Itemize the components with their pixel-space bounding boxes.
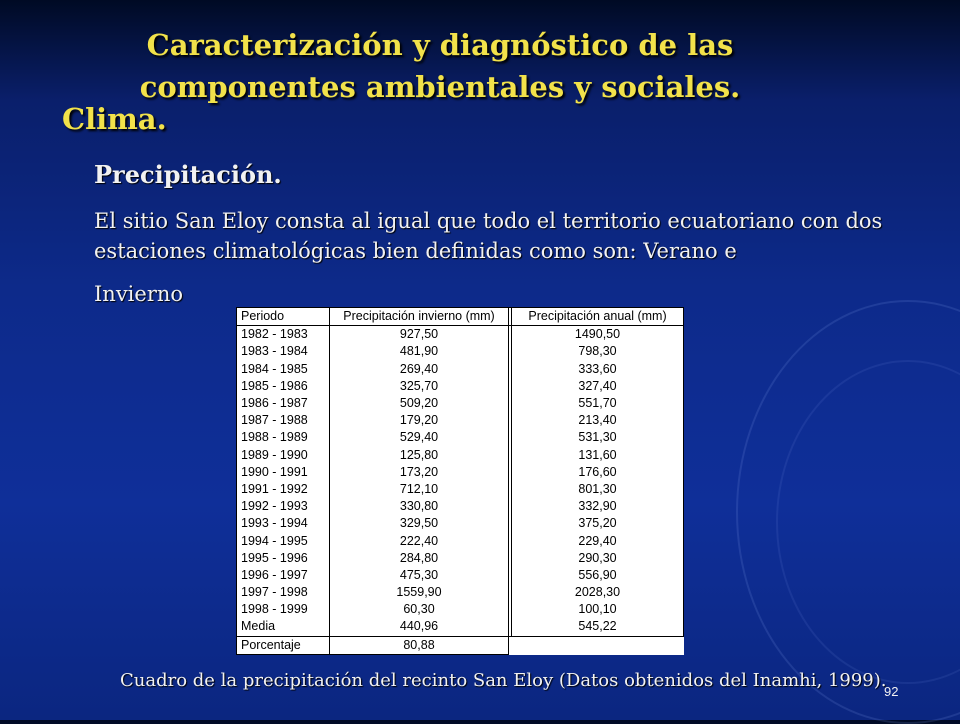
winter-precip-cell: 60,30: [330, 601, 509, 618]
period-cell: 1983 - 1984: [237, 343, 330, 360]
annual-precip-cell: 1490,50: [512, 326, 684, 344]
table-row: [237, 395, 684, 412]
annual-precip-cell: 213,40: [512, 412, 684, 429]
table-row: [237, 326, 684, 344]
annual-precip-cell: 327,40: [512, 378, 684, 395]
winter-precip-cell: 325,70: [330, 378, 509, 395]
body-paragraph-continuation: Invierno: [94, 282, 184, 306]
subheading: Precipitación.: [94, 160, 282, 189]
table-row: [237, 567, 684, 584]
annual-precip-cell: 551,70: [512, 395, 684, 412]
period-cell: 1985 - 1986: [237, 378, 330, 395]
annual-precip-cell: Precipitación anual (mm): [512, 308, 684, 326]
table-row: [237, 584, 684, 601]
period-cell: Media: [237, 618, 330, 636]
annual-precip-cell: 798,30: [512, 343, 684, 360]
precipitation-table: [236, 307, 684, 655]
slide-title: [110, 24, 770, 108]
period-cell: 1988 - 1989: [237, 429, 330, 446]
winter-precip-cell: Precipitación invierno (mm): [330, 308, 509, 326]
table-row: [237, 343, 684, 360]
winter-precip-cell: 475,30: [330, 567, 509, 584]
table-footer-row: [237, 636, 684, 654]
table-row: [237, 361, 684, 378]
winter-precip-cell: 509,20: [330, 395, 509, 412]
period-cell: Porcentaje: [237, 636, 330, 654]
period-cell: 1998 - 1999: [237, 601, 330, 618]
annual-precip-cell: 229,40: [512, 532, 684, 549]
winter-precip-cell: 179,20: [330, 412, 509, 429]
section-heading: Clima.: [62, 102, 167, 136]
period-cell: 1984 - 1985: [237, 361, 330, 378]
table-row: [237, 601, 684, 618]
period-cell: 1996 - 1997: [237, 567, 330, 584]
winter-precip-cell: 440,96: [330, 618, 509, 636]
winter-precip-cell: 80,88: [330, 636, 509, 654]
table-row: [237, 429, 684, 446]
period-cell: 1990 - 1991: [237, 464, 330, 481]
table-row: [237, 447, 684, 464]
annual-precip-cell: 131,60: [512, 447, 684, 464]
table-row: [237, 618, 684, 636]
winter-precip-cell: 284,80: [330, 550, 509, 567]
period-cell: 1986 - 1987: [237, 395, 330, 412]
winter-precip-cell: 173,20: [330, 464, 509, 481]
annual-precip-cell: 333,60: [512, 361, 684, 378]
table-row: [237, 498, 684, 515]
winter-precip-cell: 269,40: [330, 361, 509, 378]
period-cell: 1993 - 1994: [237, 515, 330, 532]
annual-precip-cell: 290,30: [512, 550, 684, 567]
annual-precip-cell: 545,22: [512, 618, 684, 636]
period-cell: Periodo: [237, 308, 330, 326]
winter-precip-cell: 927,50: [330, 326, 509, 344]
period-cell: 1989 - 1990: [237, 447, 330, 464]
winter-precip-cell: 125,80: [330, 447, 509, 464]
annual-precip-cell: 801,30: [512, 481, 684, 498]
period-cell: 1994 - 1995: [237, 532, 330, 549]
annual-precip-cell: 375,20: [512, 515, 684, 532]
winter-precip-cell: 222,40: [330, 532, 509, 549]
winter-precip-cell: 481,90: [330, 343, 509, 360]
annual-precip-cell: 332,90: [512, 498, 684, 515]
period-cell: 1992 - 1993: [237, 498, 330, 515]
annual-precip-cell: 556,90: [512, 567, 684, 584]
period-cell: 1995 - 1996: [237, 550, 330, 567]
winter-precip-cell: 329,50: [330, 515, 509, 532]
period-cell: 1991 - 1992: [237, 481, 330, 498]
table-row: [237, 412, 684, 429]
table-row: [237, 464, 684, 481]
annual-precip-cell: 176,60: [512, 464, 684, 481]
winter-precip-cell: 330,80: [330, 498, 509, 515]
winter-precip-cell: 529,40: [330, 429, 509, 446]
body-paragraph: El sitio San Eloy consta al igual que todo el territorio ecuatoriano con dos estaciones climatológicas bien definidas como son: Verano e: [94, 209, 883, 263]
annual-precip-cell: 100,10: [512, 601, 684, 618]
annual-precip-cell: [512, 636, 684, 654]
table-header-row: [237, 308, 684, 326]
table-row: [237, 515, 684, 532]
table-row: [237, 481, 684, 498]
slide-title-line-1: Caracterización y diagnóstico de las: [146, 28, 734, 62]
winter-precip-cell: 1559,90: [330, 584, 509, 601]
table-row: [237, 532, 684, 549]
slide-title-line-2: componentes ambientales y sociales.: [139, 70, 741, 104]
annual-precip-cell: 531,30: [512, 429, 684, 446]
period-cell: 1982 - 1983: [237, 326, 330, 344]
table-row: [237, 550, 684, 567]
period-cell: 1987 - 1988: [237, 412, 330, 429]
annual-precip-cell: 2028,30: [512, 584, 684, 601]
table-row: [237, 378, 684, 395]
table-caption: Cuadro de la precipitación del recinto San Eloy (Datos obtenidos del Inamhi, 1999).: [120, 670, 887, 691]
period-cell: 1997 - 1998: [237, 584, 330, 601]
winter-precip-cell: 712,10: [330, 481, 509, 498]
page-number: 92: [884, 684, 899, 699]
